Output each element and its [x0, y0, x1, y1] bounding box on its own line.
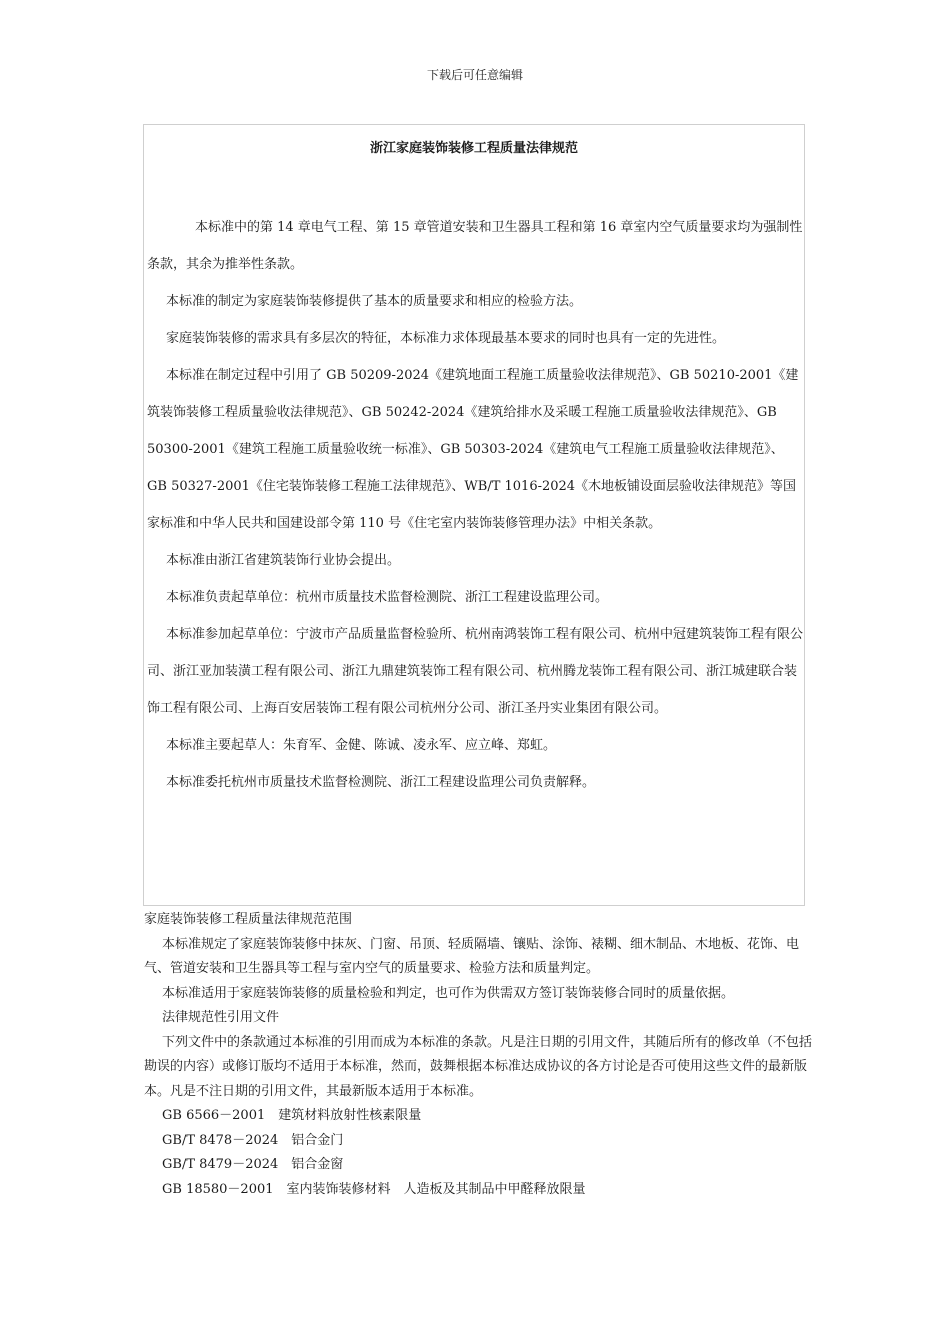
scope-paragraph: 本标准规定了家庭装饰装修中抹灰、门窗、吊顶、轻质隔墙、镶贴、涂饰、裱糊、细木制品、木地板、花饰、电气、管道安装和卫生器具等工程与室内空气的质量要求、检验方法和质量判定。	[144, 936, 800, 976]
foreword-box	[143, 124, 805, 906]
foreword-paragraph: 本标准负责起草单位：杭州市质量技术监督检测院、浙江工程建设监理公司。	[166, 590, 609, 605]
scope-section	[144, 908, 816, 1202]
foreword-paragraph: 本标准参加起草单位：宁波市产品质量监督检验所、杭州南鸿装饰工程有限公司、杭州中冠建筑装饰工程有限公司、浙江亚加装潢工程有限公司、浙江九鼎建筑装饰工程有限公司、杭州腾龙装饰工程有限公司、浙江城建联合装饰工程有限公司、上海百安居装饰工程有限公司杭州分公司、浙江圣丹实业集团有限公司。	[147, 627, 804, 716]
download-note: 下载后可任意编辑	[426, 68, 523, 82]
scope-paragraph: 本标准适用于家庭装饰装修的质量检验和判定，也可作为供需双方签订装饰装修合同时的质量依据。	[162, 985, 735, 1001]
references-intro: 下列文件中的条款通过本标准的引用而成为本标准的条款。凡是注日期的引用文件，其随后所有的修改单（不包括勘误的内容）或修订版均不适用于本标准，然而，鼓舞根据本标准达成协议的各方讨论是否可使用这些文件的最新版本。凡是不注日期的引用文件，其最新版本适用于本标准。	[144, 1034, 813, 1099]
foreword-body	[147, 209, 803, 801]
standard-item: GB 6566－2001 建筑材料放射性核素限量	[162, 1108, 422, 1123]
section-heading: 家庭装饰装修工程质量法律规范范围	[144, 912, 353, 927]
document-title: 浙江家庭装饰装修工程质量法律规范	[369, 141, 578, 156]
foreword-paragraph: 家庭装饰装修的需求具有多层次的特征，本标准力求体现最基本要求的同时也具有一定的先进性。	[166, 331, 726, 346]
references-heading: 法律规范性引用文件	[162, 1010, 280, 1025]
foreword-paragraph: 本标准主要起草人：朱育军、金健、陈诚、凌永军、应立峰、郑虹。	[166, 738, 557, 753]
foreword-paragraph: 本标准的制定为家庭装饰装修提供了基本的质量要求和相应的检验方法。	[166, 294, 583, 309]
standard-item: GB/T 8479－2024 铝合金窗	[162, 1157, 344, 1172]
standard-item: GB 18580－2001 室内装饰装修材料 人造板及其制品中甲醛释放限量	[162, 1181, 586, 1197]
foreword-paragraph: 本标准委托杭州市质量技术监督检测院、浙江工程建设监理公司负责解释。	[166, 775, 596, 790]
foreword-paragraph: 本标准在制定过程中引用了 GB 50209-2024《建筑地面工程施工质量验收法律规范》、GB 50210-2001《建筑装饰装修工程质量验收法律规范》、GB 50242-2024《建筑给排水及采暖工程施工质量验收法律规范》、GB 50300-2001《建筑工程施工质量验收统一标准》、GB 50303-2024《建筑电气工程施工质量验收法律规范》、GB 50327-2001《住宅装饰装修工程施工法律规范》、WB/T 1016-2024《木地板铺设面层验收法律规范》等国家标准和中华人民共和国建设部令第 110 号《住宅室内装饰装修管理办法》中相关条款。	[147, 368, 799, 531]
foreword-paragraph: 本标准由浙江省建筑装饰行业协会提出。	[166, 553, 401, 568]
foreword-paragraph: 本标准中的第 14 章电气工程、第 15 章管道安装和卫生器具工程和第 16 章室内空气质量要求均为强制性条款，其余为推举性条款。	[147, 220, 803, 272]
standard-item: GB/T 8478－2024 铝合金门	[162, 1132, 344, 1148]
